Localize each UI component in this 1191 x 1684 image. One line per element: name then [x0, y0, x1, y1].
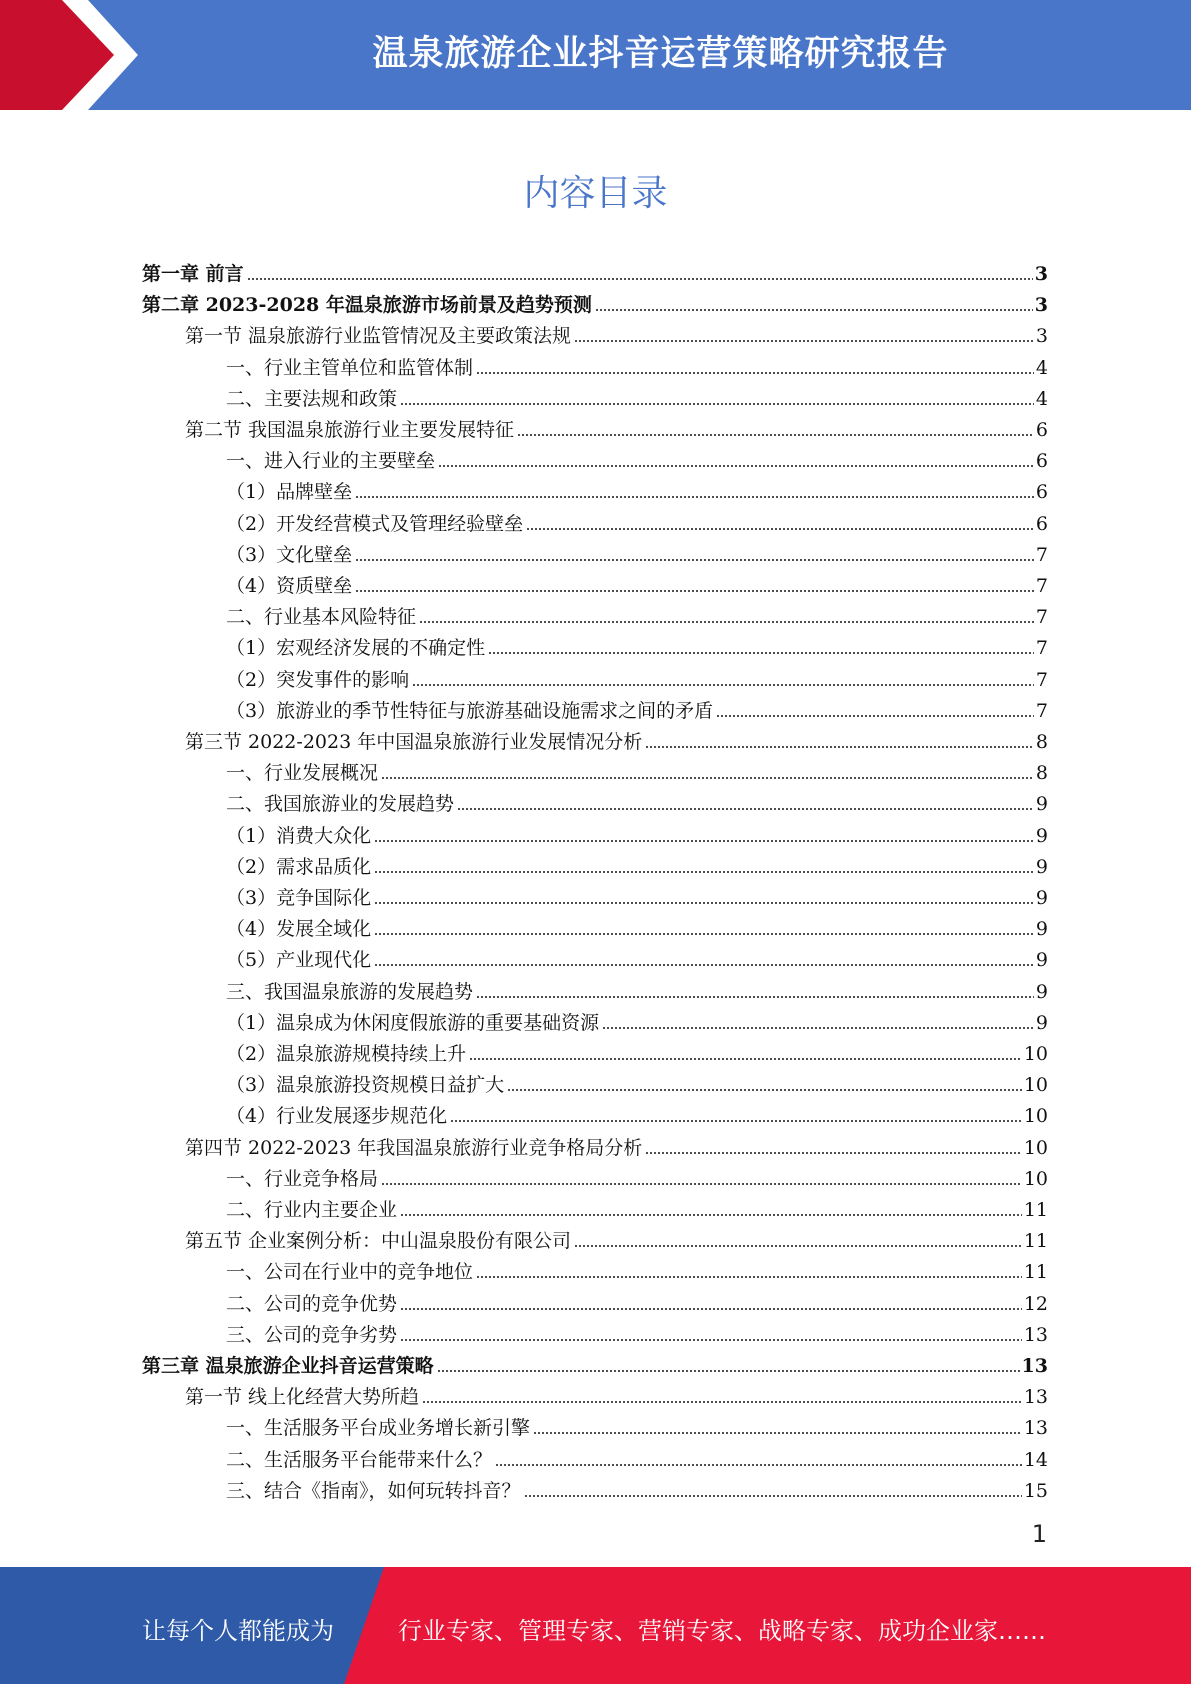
toc-leader-dots	[374, 840, 1034, 842]
toc-entry-page: 10	[1023, 1043, 1048, 1065]
toc-entry-page: 6	[1035, 481, 1048, 504]
toc-entry-label: （4）资质壁垒	[226, 575, 353, 597]
toc-entry-label: 二、行业基本风险特征	[226, 606, 417, 629]
toc-entry[interactable]	[226, 1034, 1048, 1065]
toc-entry-label: 一、行业发展概况	[226, 762, 379, 785]
toc-entry-page: 13	[1023, 1417, 1048, 1440]
footer-slogan-left: 让每个人都能成为	[142, 1617, 334, 1645]
toc-entry-page: 11	[1023, 1230, 1048, 1253]
toc-entry[interactable]	[226, 940, 1048, 971]
toc-entry[interactable]	[226, 816, 1048, 847]
toc-entry-label: 第三章 温泉旅游企业抖音运营策略	[142, 1355, 434, 1377]
toc-entry-page: 9	[1035, 793, 1048, 816]
toc-entry[interactable]	[185, 410, 1048, 441]
toc-leader-dots	[526, 528, 1034, 530]
toc-leader-dots	[476, 372, 1034, 374]
toc-leader-dots	[400, 403, 1034, 405]
toc-entry[interactable]	[185, 1221, 1048, 1252]
toc-entry-label: （2）突发事件的影响	[226, 668, 410, 691]
toc-entry-page: 3	[1034, 294, 1048, 317]
toc-entry-label: 第一节 温泉旅游行业监管情况及主要政策法规	[185, 325, 572, 348]
toc-entry-label: 第一章 前言	[142, 263, 244, 285]
toc-heading: 内容目录	[523, 173, 668, 214]
toc-entry[interactable]	[226, 1471, 1048, 1502]
toc-entry[interactable]	[226, 753, 1048, 784]
toc-leader-dots	[716, 715, 1034, 717]
toc-entry[interactable]	[185, 316, 1048, 347]
toc-entry[interactable]	[226, 972, 1048, 1003]
toc-entry-label: （4）行业发展逐步规范化	[226, 1105, 448, 1128]
toc-entry-label: 第一节 线上化经营大势所趋	[185, 1386, 420, 1409]
toc-entry-page: 9	[1035, 918, 1048, 941]
toc-entry-page: 9	[1035, 824, 1048, 847]
toc-entry-label: 三、结合《指南》，如何玩转抖音？	[226, 1479, 521, 1502]
toc-leader-dots	[595, 309, 1033, 311]
toc-entry-label: （3）旅游业的季节性特征与旅游基础设施需求之间的矛盾	[226, 699, 714, 722]
toc-entry[interactable]	[185, 1377, 1048, 1408]
toc-entry[interactable]	[142, 254, 1048, 285]
toc-entry-page: 12	[1023, 1292, 1048, 1315]
toc-leader-dots	[400, 1339, 1022, 1341]
toc-entry-label: 三、公司的竞争劣势	[226, 1323, 398, 1346]
toc-leader-dots	[457, 808, 1034, 810]
toc-entry[interactable]	[226, 1440, 1048, 1471]
toc-leader-dots	[507, 1089, 1022, 1091]
toc-entry-page: 10	[1023, 1074, 1048, 1097]
toc-entry[interactable]	[226, 379, 1048, 410]
toc-entry-page: 9	[1035, 1011, 1048, 1034]
toc-leader-dots	[645, 1152, 1022, 1154]
toc-entry-page: 14	[1023, 1448, 1048, 1471]
toc-entry-page: 10	[1023, 1136, 1048, 1159]
toc-entry[interactable]	[226, 597, 1048, 628]
toc-entry-label: 第五节 企业案例分析：中山温泉股份有限公司	[185, 1230, 572, 1253]
toc-entry-page: 7	[1035, 699, 1048, 722]
toc-entry-label: 二、公司的竞争优势	[226, 1292, 398, 1315]
toc-entry[interactable]	[226, 878, 1048, 909]
toc-entry[interactable]	[226, 566, 1048, 597]
toc-entry[interactable]	[226, 441, 1048, 472]
toc-entry[interactable]	[142, 1346, 1048, 1377]
toc-entry-page: 13	[1021, 1355, 1048, 1377]
toc-entry[interactable]	[226, 504, 1048, 535]
toc-leader-dots	[355, 559, 1034, 561]
page-header	[0, 0, 1191, 110]
toc-entry[interactable]	[185, 1128, 1048, 1159]
toc-leader-dots	[374, 902, 1034, 904]
toc-entry[interactable]	[226, 1190, 1048, 1221]
toc-entry[interactable]	[226, 847, 1048, 878]
toc-entry-label: （3）温泉旅游投资规模日益扩大	[226, 1074, 505, 1097]
toc-entry[interactable]	[226, 1408, 1048, 1439]
toc-leader-dots	[355, 590, 1034, 592]
toc-entry-page: 8	[1035, 731, 1048, 753]
toc-entry-page: 9	[1035, 887, 1048, 909]
toc-entry-label: 二、主要法规和政策	[226, 387, 398, 410]
toc-entry[interactable]	[226, 1003, 1048, 1034]
report-title: 温泉旅游企业抖音运营策略研究报告	[372, 34, 949, 74]
toc-leader-dots	[412, 684, 1034, 686]
toc-leader-dots	[495, 1464, 1022, 1466]
toc-entry-page: 3	[1035, 325, 1048, 348]
page-number: 1	[1031, 1520, 1047, 1548]
toc-entry-label: 一、进入行业的主要壁垒	[226, 450, 436, 473]
toc-leader-dots	[533, 1432, 1022, 1434]
toc-entry-page: 10	[1023, 1105, 1048, 1128]
toc-entry-label: 二、行业内主要企业	[226, 1199, 398, 1221]
toc-entry-page: 7	[1035, 637, 1048, 660]
toc-leader-dots	[374, 933, 1034, 935]
toc-entry[interactable]	[226, 1065, 1048, 1096]
toc-leader-dots	[419, 621, 1034, 623]
toc-entry[interactable]	[142, 285, 1048, 316]
toc-entry[interactable]	[226, 909, 1048, 940]
toc-entry-page: 3	[1034, 263, 1048, 285]
toc-leader-dots	[645, 746, 1034, 748]
toc-leader-dots	[602, 1027, 1034, 1029]
toc-leader-dots	[476, 1276, 1022, 1278]
toc-entry-label: 第四节 2022-2023 年我国温泉旅游行业竞争格局分析	[185, 1136, 643, 1159]
toc-leader-dots	[488, 652, 1034, 654]
toc-leader-dots	[574, 1245, 1022, 1247]
toc-entry-page: 10	[1023, 1167, 1048, 1190]
toc-leader-dots	[374, 964, 1034, 966]
toc-leader-dots	[247, 278, 1033, 280]
toc-entry-label: （1）消费大众化	[226, 824, 372, 847]
toc-entry[interactable]	[185, 722, 1048, 753]
toc-leader-dots	[438, 465, 1034, 467]
toc-entry[interactable]	[226, 660, 1048, 691]
toc-leader-dots	[422, 1401, 1022, 1403]
toc-leader-dots	[374, 871, 1034, 873]
toc-entry-label: 三、我国温泉旅游的发展趋势	[226, 980, 474, 1003]
toc-leader-dots	[381, 777, 1034, 779]
toc-entry-label: 二、我国旅游业的发展趋势	[226, 793, 455, 816]
toc-entry-label: 一、公司在行业中的竞争地位	[226, 1261, 474, 1284]
toc-entry[interactable]	[226, 472, 1048, 503]
toc-entry-page: 4	[1035, 387, 1048, 410]
toc-leader-dots	[469, 1058, 1022, 1060]
toc-entry-label: （3）竞争国际化	[226, 887, 372, 909]
toc-entry[interactable]	[226, 1096, 1048, 1127]
toc-leader-dots	[574, 340, 1034, 342]
toc-entry-label: 第二节 我国温泉旅游行业主要发展特征	[185, 419, 515, 441]
toc-entry-page: 11	[1023, 1261, 1048, 1284]
toc-entry-label: 第三节 2022-2023 年中国温泉旅游行业发展情况分析	[185, 731, 643, 753]
toc-entry-label: （2）开发经营模式及管理经验壁垒	[226, 512, 524, 535]
toc-entry-page: 9	[1035, 855, 1048, 878]
toc-leader-dots	[400, 1214, 1022, 1216]
toc-leader-dots	[400, 1308, 1022, 1310]
toc-entry-page: 8	[1035, 762, 1048, 785]
toc-entry-label: （4）发展全域化	[226, 918, 372, 941]
toc-entry[interactable]	[226, 1252, 1048, 1283]
toc-entry-label: 一、生活服务平台成业务增长新引擎	[226, 1417, 531, 1440]
toc-entry[interactable]	[226, 1159, 1048, 1190]
toc-leader-dots	[437, 1370, 1020, 1372]
toc-entry-page: 9	[1035, 980, 1048, 1003]
footer-slogan-right: 行业专家、管理专家、营销专家、战略专家、成功企业家……	[398, 1617, 1046, 1645]
toc-entry[interactable]	[226, 348, 1048, 379]
toc-entry[interactable]	[226, 1284, 1048, 1315]
toc-entry-page: 11	[1023, 1199, 1048, 1221]
toc-leader-dots	[524, 1495, 1022, 1497]
toc-entry-page: 7	[1035, 606, 1048, 629]
toc-entry-label: 二、生活服务平台能带来什么？	[226, 1448, 493, 1471]
toc-entry-page: 9	[1035, 949, 1048, 972]
toc-entry-label: 一、行业竞争格局	[226, 1167, 379, 1190]
toc-entry-page: 6	[1035, 419, 1048, 441]
toc-entry-page: 7	[1035, 575, 1048, 597]
toc-entry-page: 13	[1023, 1386, 1048, 1409]
toc-entry-label: （1）温泉成为休闲度假旅游的重要基础资源	[226, 1011, 600, 1034]
toc-entry-page: 4	[1035, 356, 1048, 379]
toc-entry-page: 6	[1035, 512, 1048, 535]
toc-entry-label: （5）产业现代化	[226, 949, 372, 972]
toc-entry[interactable]	[226, 535, 1048, 566]
toc-entry[interactable]	[226, 1315, 1048, 1346]
toc-leader-dots	[517, 434, 1034, 436]
toc-entry-label: （2）需求品质化	[226, 855, 372, 878]
page-footer	[0, 1567, 1191, 1684]
toc-leader-dots	[355, 496, 1034, 498]
toc-entry-label: 第二章 2023-2028 年温泉旅游市场前景及趋势预测	[142, 294, 592, 317]
toc-entry-label: （1）宏观经济发展的不确定性	[226, 637, 486, 660]
toc-entry-page: 6	[1035, 450, 1048, 473]
toc-entry-page: 15	[1023, 1479, 1048, 1502]
toc-leader-dots	[381, 1183, 1022, 1185]
toc-entry-label: （2）温泉旅游规模持续上升	[226, 1043, 467, 1065]
toc-entry-page: 13	[1023, 1323, 1048, 1346]
toc-entry-page: 7	[1035, 668, 1048, 691]
toc-entry[interactable]	[226, 784, 1048, 815]
toc-entry[interactable]	[226, 628, 1048, 659]
toc-entry-label: （3）文化壁垒	[226, 543, 353, 566]
toc-leader-dots	[476, 996, 1034, 998]
toc-entry[interactable]	[226, 691, 1048, 722]
toc-entry-label: 一、行业主管单位和监管体制	[226, 356, 474, 379]
toc-entry-label: （1）品牌壁垒	[226, 481, 353, 504]
toc-entry-page: 7	[1035, 543, 1048, 566]
toc-leader-dots	[450, 1120, 1022, 1122]
